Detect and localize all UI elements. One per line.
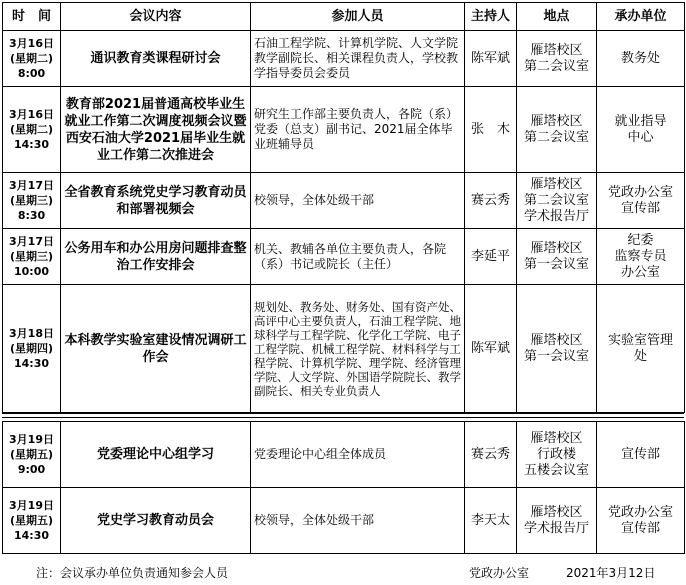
people-cell: 研究生工作部主要负责人，各院（系）党委（总支）副书记、2021届全体毕业班辅导员 — [251, 87, 465, 173]
place-line: 雁塔校区 — [530, 42, 583, 58]
place-line: 第二会议室 — [523, 129, 589, 145]
topic-cell: 本科教学实验室建设情况调研工作会 — [61, 285, 251, 413]
time-weekday: (星期二) — [9, 52, 54, 65]
footer-note: 注：会议承办单位负责通知参会人员 — [36, 566, 229, 580]
place-line: 雁塔校区 — [530, 113, 583, 129]
org-cell — [597, 488, 685, 554]
org-cell — [597, 173, 685, 229]
people-cell: 校领导，全体处级干部 — [251, 173, 465, 229]
time-cell — [3, 488, 61, 554]
host-cell: 李延平 — [465, 229, 517, 285]
table-row — [3, 422, 685, 488]
org-line: 宣传部 — [620, 200, 660, 216]
org-line: 宣传部 — [620, 520, 660, 536]
place-line: 五楼会议室 — [523, 462, 589, 478]
footer — [0, 562, 686, 582]
org-line: 办公室 — [620, 264, 660, 280]
header-place: 地点 — [517, 3, 597, 31]
host-cell: 陈军斌 — [465, 285, 517, 413]
org-cell — [597, 285, 685, 413]
org-line: 宣传部 — [620, 446, 660, 462]
place-cell — [517, 422, 597, 488]
time-date: 3月16日 — [9, 108, 54, 121]
org-line: 中心 — [627, 129, 654, 145]
time-date: 3月17日 — [9, 179, 54, 192]
time-cell — [3, 285, 61, 413]
host-cell: 李天太 — [465, 488, 517, 554]
place-line: 第一会议室 — [523, 256, 589, 272]
time-hour: 10:00 — [13, 265, 49, 278]
org-line: 党政办公室 — [607, 184, 673, 200]
time-hour: 14:30 — [13, 138, 49, 151]
time-weekday: (星期二) — [9, 123, 54, 136]
header-time: 时 间 — [3, 3, 61, 31]
time-weekday: (星期四) — [9, 342, 54, 355]
time-hour: 14:30 — [13, 357, 49, 370]
footer-office: 党政办公室 — [469, 566, 530, 580]
time-weekday: (星期三) — [9, 194, 54, 207]
org-line: 纪委 — [627, 232, 654, 248]
people-cell: 规划处、教务处、财务处、国有资产处、高评中心主要负责人，石油工程学院、地球科学与工程学院、化学化工学院、电子工程学院、机械工程学院、材料科学与工程学院、计算机学院、理学院、经济管理学院、人文学院、外国语学院院长、教学副院长、相关专业负责人 — [251, 285, 465, 413]
time-date: 3月19日 — [9, 433, 54, 446]
time-date: 3月19日 — [9, 499, 54, 512]
time-date: 3月17日 — [9, 235, 54, 248]
host-cell: 张 木 — [465, 87, 517, 173]
header-host: 主持人 — [465, 3, 517, 31]
place-cell — [517, 229, 597, 285]
time-cell — [3, 31, 61, 87]
place-cell — [517, 31, 597, 87]
schedule-table — [2, 2, 685, 413]
time-weekday: (星期五) — [9, 448, 54, 461]
place-line: 第二会议室 — [523, 192, 589, 208]
org-line: 监察专员 — [614, 248, 667, 264]
table-row — [3, 229, 685, 285]
topic-cell: 教育部2021届普通高校毕业生就业工作第二次调度视频会议暨西安石油大学2021届毕业生就业工作第二次推进会 — [61, 87, 251, 173]
org-cell — [597, 87, 685, 173]
host-cell: 赛云秀 — [465, 422, 517, 488]
place-line: 雁塔校区 — [530, 504, 583, 520]
org-line: 实验室管理 — [607, 332, 673, 348]
time-cell — [3, 173, 61, 229]
people-cell: 机关、教辅各单位主要负责人，各院（系）书记或院长（主任） — [251, 229, 465, 285]
time-weekday: (星期三) — [9, 250, 54, 263]
time-date: 3月16日 — [9, 37, 54, 50]
header-row — [3, 3, 685, 31]
place-cell — [517, 285, 597, 413]
time-cell — [3, 229, 61, 285]
header-org: 承办单位 — [597, 3, 685, 31]
table-row — [3, 31, 685, 87]
org-cell — [597, 31, 685, 87]
place-line: 第二会议室 — [523, 58, 589, 74]
place-line: 雁塔校区 — [530, 430, 583, 446]
topic-cell: 党委理论中心组学习 — [61, 422, 251, 488]
host-cell: 赛云秀 — [465, 173, 517, 229]
people-cell: 石油工程学院、计算机学院、人文学院教学副院长、相关课程负责人，学校教学指导委员会委员 — [251, 31, 465, 87]
org-cell — [597, 422, 685, 488]
time-hour: 8:30 — [17, 209, 46, 222]
time-hour: 8:00 — [17, 67, 46, 80]
place-cell — [517, 173, 597, 229]
time-cell — [3, 422, 61, 488]
table-row — [3, 87, 685, 173]
table-row — [3, 285, 685, 413]
topic-cell: 全省教育系统党史学习教育动员和部署视频会 — [61, 173, 251, 229]
time-hour: 9:00 — [17, 463, 46, 476]
time-weekday: (星期五) — [9, 514, 54, 527]
org-line: 教务处 — [620, 50, 660, 66]
place-cell — [517, 488, 597, 554]
separator-line — [2, 417, 684, 418]
time-date: 3月18日 — [9, 327, 54, 340]
host-cell: 陈军斌 — [465, 31, 517, 87]
schedule-table-continued — [2, 421, 685, 554]
topic-cell: 党史学习教育动员会 — [61, 488, 251, 554]
topic-cell: 公务用车和办公用房问题排查整治工作安排会 — [61, 229, 251, 285]
place-line: 第一会议室 — [523, 348, 589, 364]
people-cell: 校领导，全体处级干部 — [251, 488, 465, 554]
org-line: 处 — [633, 348, 647, 364]
place-line: 雁塔校区 — [530, 240, 583, 256]
place-cell — [517, 87, 597, 173]
place-line: 雁塔校区 — [530, 176, 583, 192]
people-cell: 党委理论中心组全体成员 — [251, 422, 465, 488]
footer-date: 2021年3月12日 — [566, 566, 656, 580]
header-topic: 会议内容 — [61, 3, 251, 31]
topic-cell: 通识教育类课程研讨会 — [61, 31, 251, 87]
org-line: 党政办公室 — [607, 504, 673, 520]
time-cell — [3, 87, 61, 173]
place-line: 学术报告厅 — [523, 208, 589, 224]
table-row — [3, 173, 685, 229]
place-line: 雁塔校区 — [530, 332, 583, 348]
table-row — [3, 488, 685, 554]
time-hour: 14:30 — [13, 529, 49, 542]
place-line: 行政楼 — [536, 446, 576, 462]
header-people: 参加人员 — [251, 3, 465, 31]
place-line: 学术报告厅 — [523, 520, 589, 536]
separator-line — [2, 413, 684, 414]
org-cell — [597, 229, 685, 285]
org-line: 就业指导 — [614, 113, 667, 129]
